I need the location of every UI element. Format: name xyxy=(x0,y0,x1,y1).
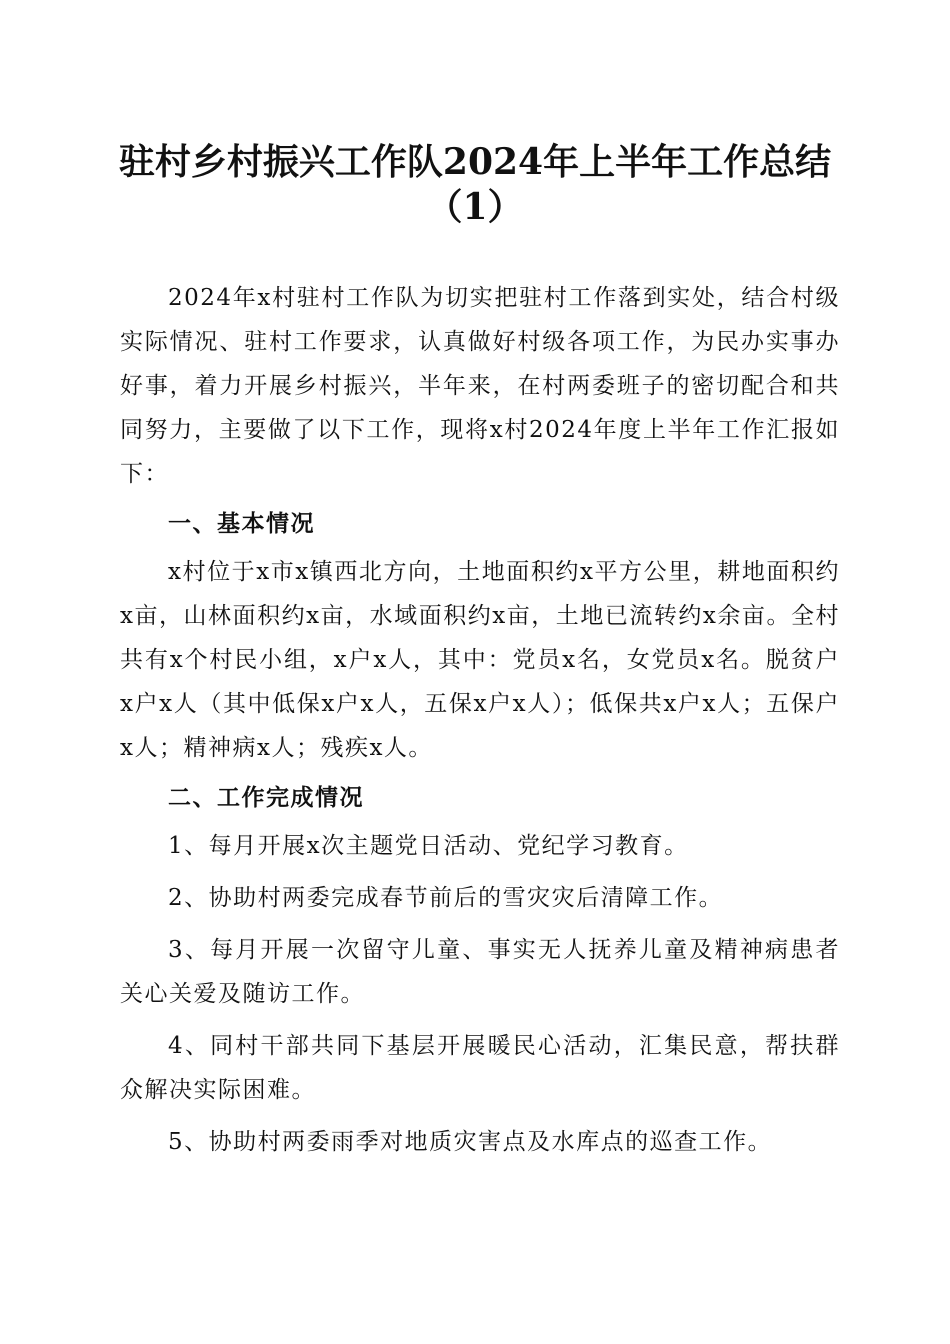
document-title-number: （1） xyxy=(426,186,524,228)
document-title: 驻村乡村振兴工作队2024年上半年工作总结 xyxy=(118,141,832,183)
basic-info-paragraph: x村位于x市x镇西北方向，土地面积约x平方公里，耕地面积约x亩，山林面积约x亩，水域面积约x亩，土地已流转约x余亩。全村共有x个村民小组，x户x人，其中：党员x名，女党员x名。脱贫户x户x人（其中低保x户x人，五保x户x人）；低保共x户x人；五保户x人；精神病x人；残疾x人。 xyxy=(120,559,840,761)
work-item-3: 3、每月开展一次留守儿童、事实无人抚养儿童及精神病患者关心关爱及随访工作。 xyxy=(120,937,840,1007)
section-heading-basic: 一、基本情况 xyxy=(168,511,315,537)
intro-paragraph: 2024年x村驻村工作队为切实把驻村工作落到实处，结合村级实际情况、驻村工作要求，认真做好村级各项工作，为民办实事办好事，着力开展乡村振兴，半年来，在村两委班子的密切配合和共同努力，主要做了以下工作，现将x村2024年度上半年工作汇报如下： xyxy=(120,285,840,487)
work-item-1: 1、每月开展x次主题党日活动、党纪学习教育。 xyxy=(168,833,689,859)
work-item-4: 4、同村干部共同下基层开展暖民心活动，汇集民意，帮扶群众解决实际困难。 xyxy=(120,1033,840,1103)
work-item-5: 5、协助村两委雨季对地质灾害点及水库点的巡查工作。 xyxy=(168,1129,773,1155)
work-item-2: 2、协助村两委完成春节前后的雪灾灾后清障工作。 xyxy=(168,885,724,911)
section-heading-work: 二、工作完成情况 xyxy=(168,785,364,811)
document-body xyxy=(120,276,840,1164)
